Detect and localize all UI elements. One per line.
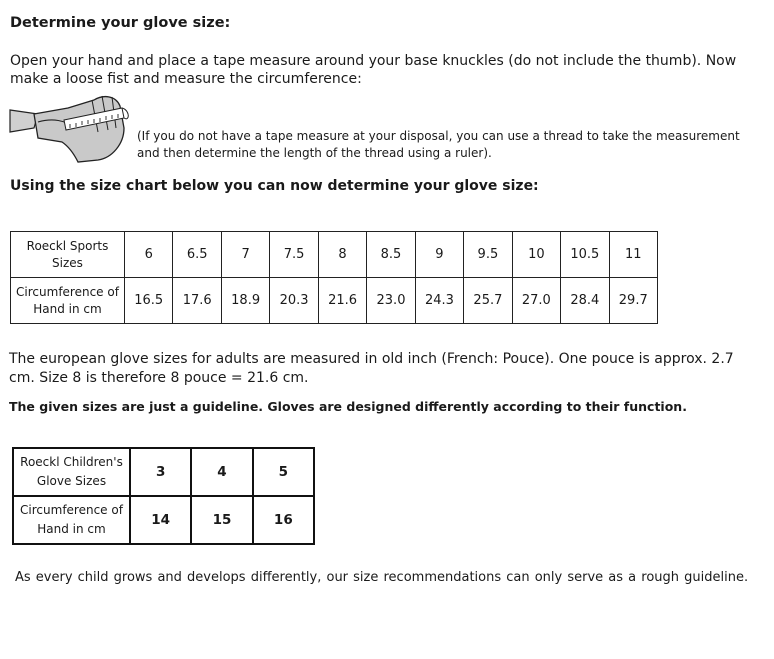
child-size-row [13, 448, 314, 496]
child-size-row-label: Roeckl Children's Glove Sizes [13, 448, 130, 496]
child-circumference-cell: 15 [191, 496, 252, 544]
adult-size-cell: 6 [125, 232, 173, 278]
adult-size-cell: 9.5 [464, 232, 512, 278]
adult-circumference-row-label: Circumference of Hand in cm [11, 278, 125, 324]
size-chart-intro: Using the size chart below you can now determine your glove size: [10, 178, 539, 194]
adult-circumference-row [11, 278, 658, 324]
child-circumference-row [13, 496, 314, 544]
adult-size-row [11, 232, 658, 278]
european-size-note: The european glove sizes for adults are measured in old inch (French: Pouce). One pouce is approx. 2.7 cm. Size 8 is therefore 8 pouce = 21.6 cm. [9, 351, 734, 386]
adult-size-cell: 7 [221, 232, 269, 278]
adult-size-cell: 8 [318, 232, 366, 278]
child-circumference-cell: 14 [130, 496, 191, 544]
adult-size-cell: 10.5 [561, 232, 609, 278]
thread-alternative-note: (If you do not have a tape measure at your disposal, you can use a thread to take the measurement and then determine the length of the thread using a ruler). [137, 129, 740, 160]
page-heading: Determine your glove size: [10, 15, 231, 31]
adult-circumference-cell: 20.3 [270, 278, 318, 324]
child-size-cell: 5 [253, 448, 314, 496]
adult-circumference-cell: 27.0 [512, 278, 560, 324]
children-size-note: As every child grows and develops differently, our size recommendations can only serve as a rough guideline. [15, 570, 749, 585]
child-circumference-row-label: Circumference of Hand in cm [13, 496, 130, 544]
child-circumference-cell: 16 [253, 496, 314, 544]
adult-size-cell: 8.5 [367, 232, 415, 278]
adult-size-cell: 9 [415, 232, 463, 278]
adult-circumference-cell: 21.6 [318, 278, 366, 324]
adult-size-row-label: Roeckl Sports Sizes [11, 232, 125, 278]
adult-size-cell: 6.5 [173, 232, 221, 278]
child-size-cell: 3 [130, 448, 191, 496]
child-size-cell: 4 [191, 448, 252, 496]
measurement-instructions: Open your hand and place a tape measure around your base knuckles (do not include the thumb). Now make a loose fist and measure the circumference: [10, 53, 737, 87]
children-size-table [12, 447, 315, 545]
adult-circumference-cell: 25.7 [464, 278, 512, 324]
adult-circumference-cell: 28.4 [561, 278, 609, 324]
adult-circumference-cell: 29.7 [609, 278, 657, 324]
adult-size-table [10, 231, 658, 324]
guideline-note: The given sizes are just a guideline. Gloves are designed differently according to their function. [9, 399, 687, 414]
adult-size-cell: 7.5 [270, 232, 318, 278]
adult-circumference-cell: 24.3 [415, 278, 463, 324]
adult-size-cell: 11 [609, 232, 657, 278]
adult-size-cell: 10 [512, 232, 560, 278]
adult-circumference-cell: 16.5 [125, 278, 173, 324]
adult-circumference-cell: 23.0 [367, 278, 415, 324]
adult-circumference-cell: 18.9 [221, 278, 269, 324]
hand-with-tape-measure-icon [8, 88, 132, 170]
adult-circumference-cell: 17.6 [173, 278, 221, 324]
